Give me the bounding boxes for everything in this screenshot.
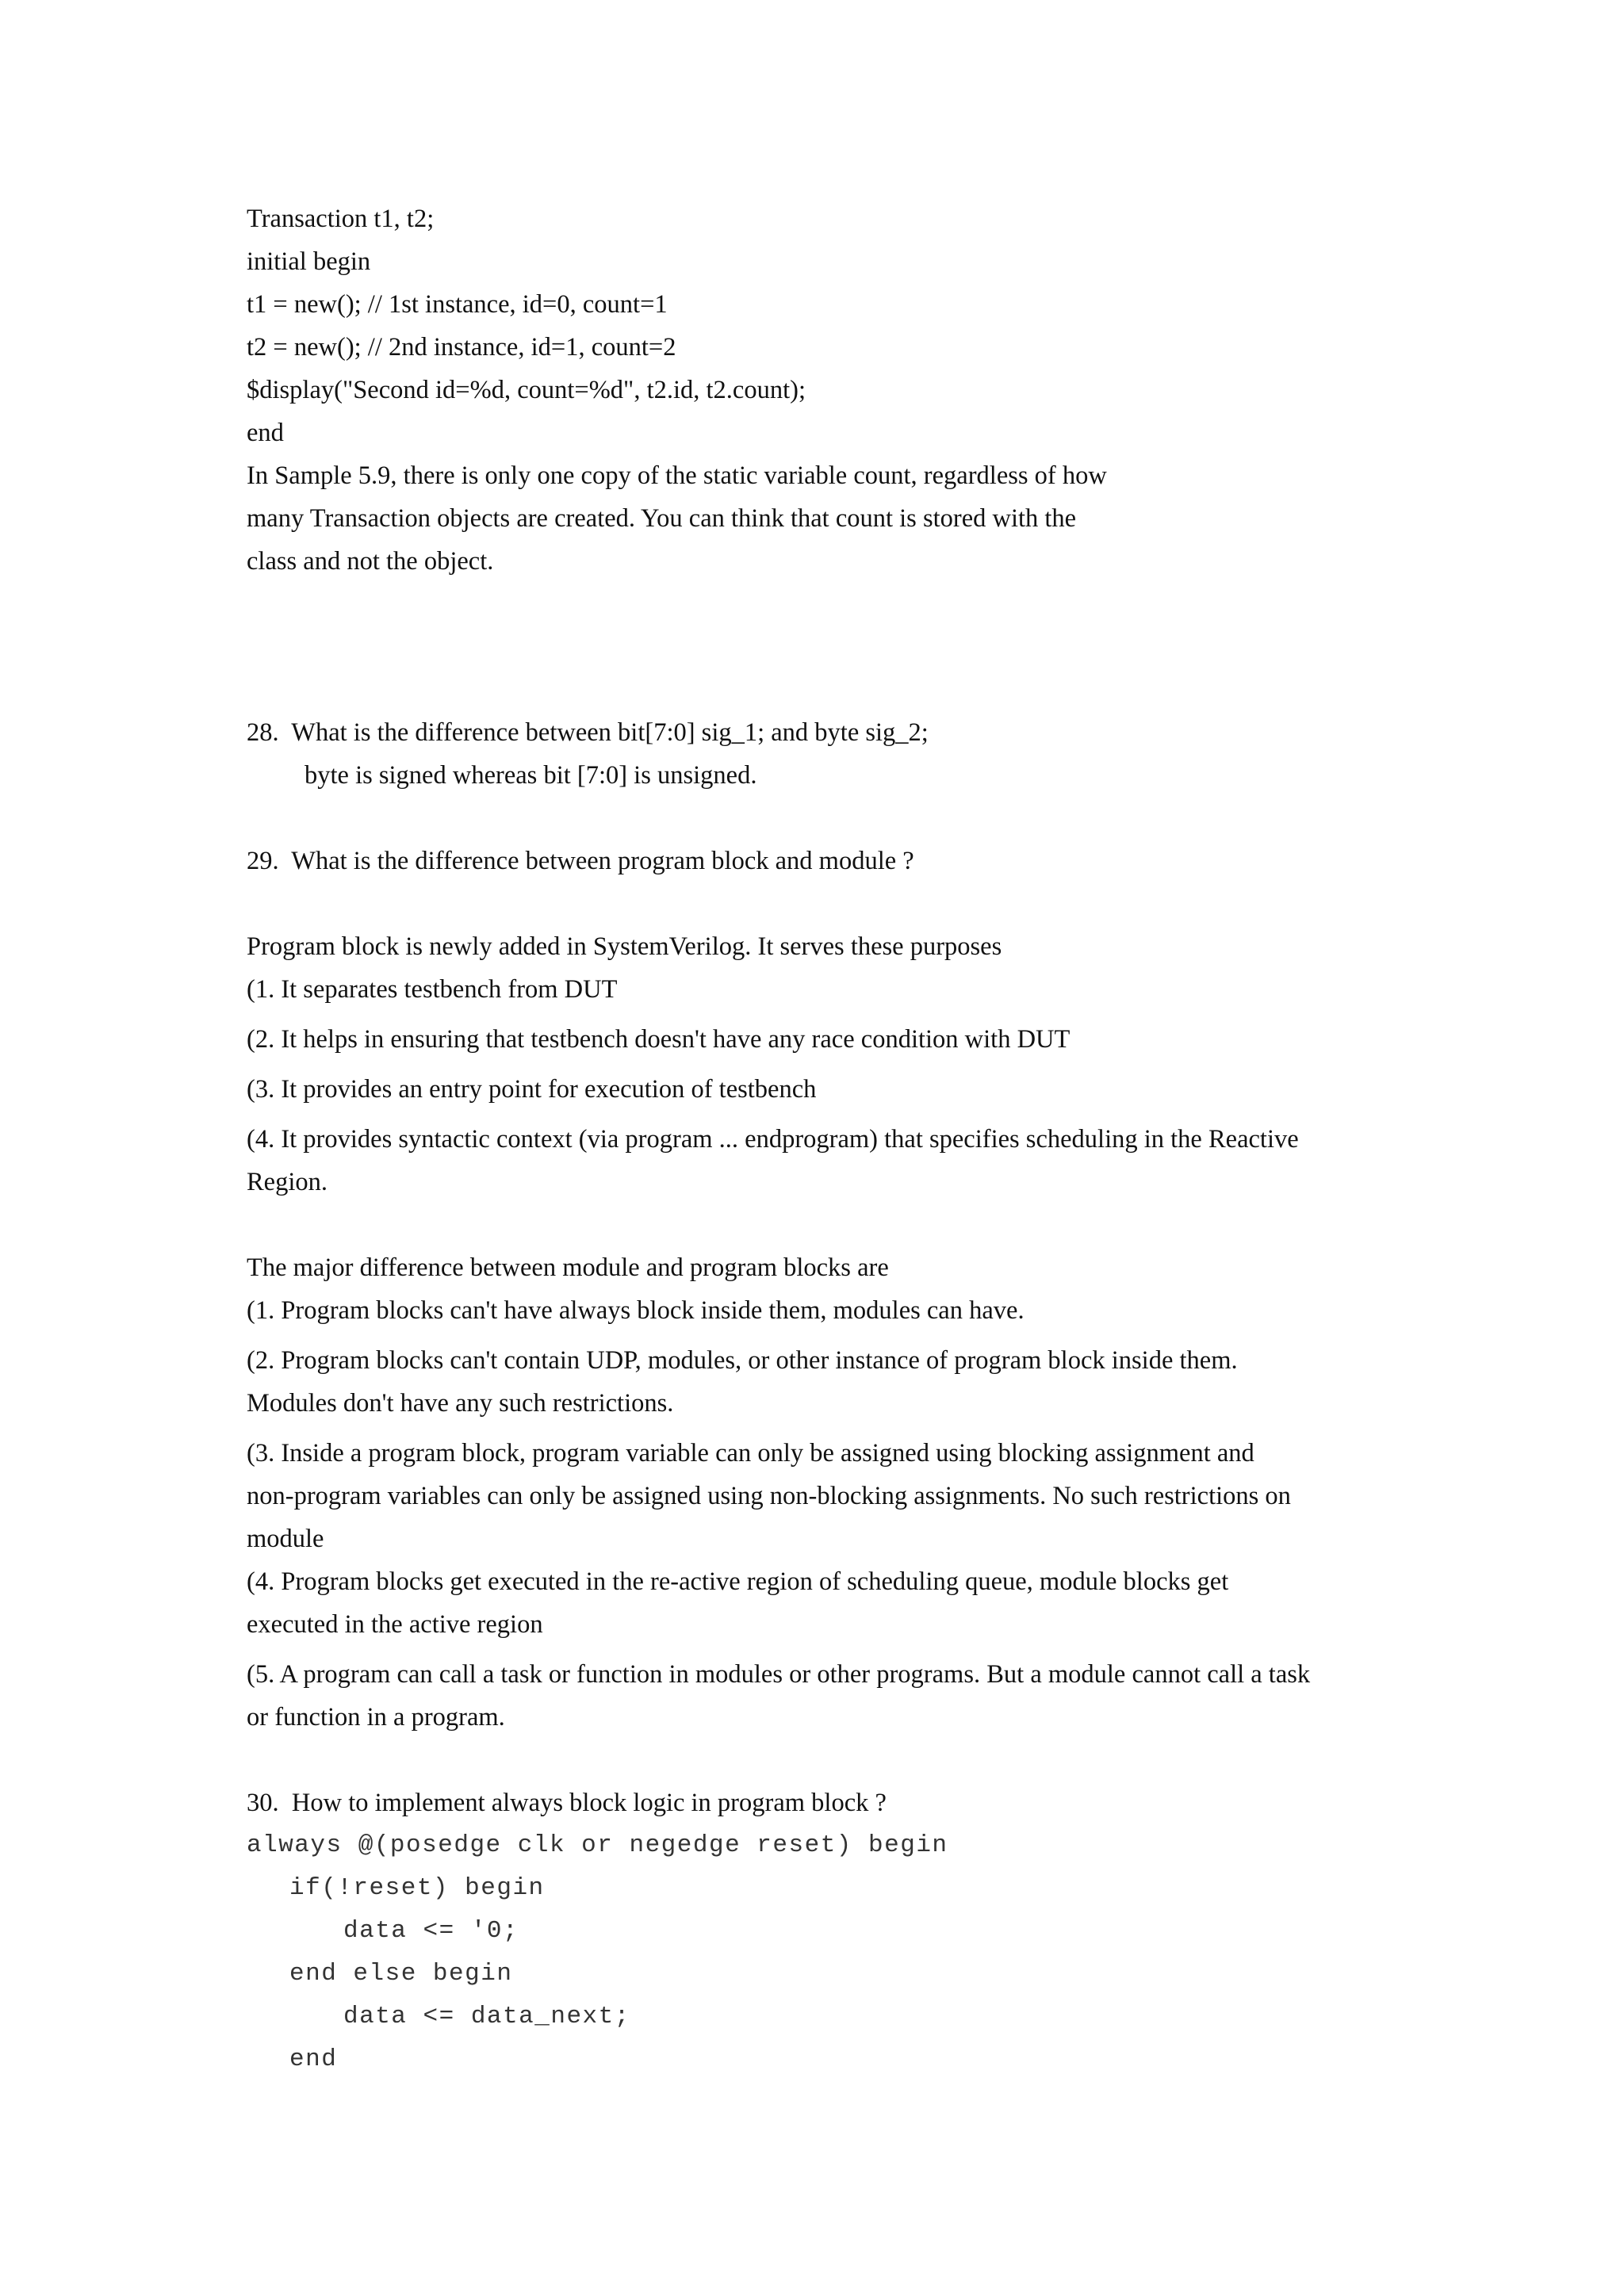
always-code-line-2: if(!reset) begin — [289, 1874, 545, 1902]
program-block-intro: Program block is newly added in SystemVerilog. It serves these purposes — [247, 932, 1002, 961]
difference-4: (4. Program blocks get executed in the re-active region of scheduling queue, module blocks get — [247, 1567, 1229, 1596]
always-code-line-5: data <= data_next; — [343, 2003, 630, 2030]
code-line-initial-begin: initial begin — [247, 247, 371, 276]
difference-3-cont-2: module — [247, 1525, 324, 1553]
purpose-4-cont: Region. — [247, 1168, 328, 1196]
differences-intro: The major difference between module and program blocks are — [247, 1253, 889, 1282]
code-line-display: $display("Second id=%d, count=%d", t2.id, t2.count); — [247, 376, 806, 404]
difference-3: (3. Inside a program block, program variable can only be assigned using blocking assignment and — [247, 1439, 1254, 1468]
purpose-2: (2. It helps in ensuring that testbench doesn't have any race condition with DUT — [247, 1025, 1071, 1054]
difference-2-cont: Modules don't have any such restrictions. — [247, 1389, 674, 1418]
code-line-transaction-decl: Transaction t1, t2; — [247, 205, 435, 233]
question-30: 30. How to implement always block logic in program block ? — [247, 1789, 887, 1817]
difference-1: (1. Program blocks can't have always block inside them, modules can have. — [247, 1296, 1025, 1325]
difference-5-cont: or function in a program. — [247, 1703, 505, 1732]
always-code-line-4: end else begin — [289, 1960, 513, 1988]
code-line-t2-new: t2 = new(); // 2nd instance, id=1, count=2 — [247, 333, 676, 362]
always-code-line-3: data <= '0; — [343, 1917, 519, 1945]
difference-4-cont: executed in the active region — [247, 1610, 543, 1639]
purpose-3: (3. It provides an entry point for execution of testbench — [247, 1075, 817, 1104]
question-29: 29. What is the difference between program block and module ? — [247, 847, 914, 875]
answer-28: byte is signed whereas bit [7:0] is unsigned. — [304, 761, 757, 790]
difference-5: (5. A program can call a task or function in modules or other programs. But a module cannot call a task — [247, 1660, 1311, 1689]
difference-2: (2. Program blocks can't contain UDP, modules, or other instance of program block inside them. — [247, 1346, 1238, 1375]
question-28: 28. What is the difference between bit[7:0] sig_1; and byte sig_2; — [247, 718, 929, 747]
code-line-end: end — [247, 419, 284, 447]
always-code-line-6: end — [289, 2045, 338, 2073]
difference-3-cont: non-program variables can only be assigned using non-blocking assignments. No such restrictions on — [247, 1482, 1291, 1510]
static-explanation-line-2: many Transaction objects are created. You can think that count is stored with the — [247, 504, 1077, 533]
purpose-4: (4. It provides syntactic context (via program ... endprogram) that specifies scheduling in the Reactive — [247, 1125, 1299, 1154]
static-explanation-line-1: In Sample 5.9, there is only one copy of the static variable count, regardless of how — [247, 461, 1107, 490]
code-line-t1-new: t1 = new(); // 1st instance, id=0, count=1 — [247, 290, 668, 319]
static-explanation-line-3: class and not the object. — [247, 547, 494, 576]
always-code-line-1: always @(posedge clk or negedge reset) begin — [247, 1831, 948, 1859]
purpose-1: (1. It separates testbench from DUT — [247, 975, 618, 1004]
